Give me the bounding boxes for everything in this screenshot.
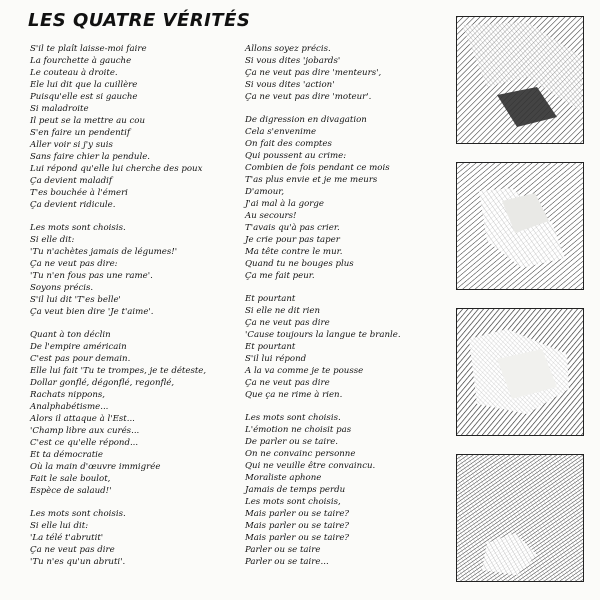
poem-line: Analphabétisme...: [30, 402, 109, 412]
poem-line: Fait le sale boulot,: [30, 474, 111, 484]
stanza: [245, 114, 450, 282]
poem-column-middle: [245, 43, 450, 579]
poem-line: J'ai mal à la gorge: [245, 199, 324, 209]
poem-line: Quand tu ne bouges plus: [245, 259, 354, 269]
poem-line: Ça devient ridicule.: [30, 200, 116, 210]
poem-line: Qui poussent au crime:: [245, 151, 347, 161]
poem-line: Les mots sont choisis,: [245, 497, 341, 507]
poem-line: Si vous dites 'jobards': [245, 56, 341, 66]
poem-line: Moraliste aphone: [245, 473, 322, 483]
poem-line: T'es bouchée à l'émeri: [30, 188, 128, 198]
poem-line: T'avais qu'à pas crier.: [245, 223, 340, 233]
poem-line: Et pourtant: [245, 294, 296, 304]
poem-line: Les mots sont choisis.: [30, 223, 126, 233]
poem-line: Espèce de salaud!': [30, 486, 112, 496]
poem-line: Lui répond qu'elle lui cherche des poux: [30, 164, 203, 174]
stanza: [30, 43, 235, 211]
illustration-panel-1: [456, 16, 584, 144]
illustration-panel-4: [456, 454, 584, 582]
poem-line: Si elle ne dit rien: [245, 306, 321, 316]
poem-line: 'Tu n'es qu'un abruti'.: [30, 557, 126, 567]
poem-line: S'il lui dit 'T'es belle': [30, 295, 121, 305]
poem-line: Qui ne veuille être convaincu.: [245, 461, 376, 471]
poem-line: Ça ne veut pas dire 'moteur'.: [245, 92, 372, 102]
poem-line: Ça ne veut pas dire: [30, 545, 115, 555]
poem-line: Ça me fait peur.: [245, 271, 315, 281]
poem-line: Ça ne veut pas dire: [245, 378, 330, 388]
poem-line: Si maladroite: [30, 104, 89, 114]
poem-line: D'amour,: [245, 187, 285, 197]
poem-line: A la va comme je te pousse: [245, 366, 364, 376]
poem-line: Il peut se la mettre au cou: [30, 116, 145, 126]
illustration-panel-2: [456, 162, 584, 290]
poem-line: 'La télé t'abrutit': [30, 533, 104, 543]
poem-line: Et ta démocratie: [30, 450, 104, 460]
poem-line: De l'empire américain: [30, 342, 127, 352]
poem-line: Quant à ton déclin: [30, 330, 111, 340]
poem-line: Ça ne veut pas dire: [245, 318, 330, 328]
poem-line: Parler ou se taire: [245, 545, 321, 555]
poem-line: Si elle dit:: [30, 235, 75, 245]
poem-line: Cela s'envenime: [245, 127, 317, 137]
poem-line: S'il lui répond: [245, 354, 307, 364]
poem-line: On fait des comptes: [245, 139, 332, 149]
stanza: [30, 508, 235, 568]
poem-line: 'Tu n'achètes jamais de légumes!': [30, 247, 178, 257]
poem-line: Aller voir si j'y suis: [30, 140, 113, 150]
poem-line: Si elle lui dit:: [30, 521, 89, 531]
poem-line: Combien de fois pendant ce mois: [245, 163, 390, 173]
poem-line: Puisqu'elle est si gauche: [30, 92, 138, 102]
poem-line: Que ça ne rime à rien.: [245, 390, 343, 400]
poem-line: Les mots sont choisis.: [30, 509, 126, 519]
poem-line: Parler ou se taire...: [245, 557, 329, 567]
poem-line: Alors il attaque à l'Est...: [30, 414, 135, 424]
poem-line: Ça ne veut pas dire:: [30, 259, 118, 269]
poem-line: Et pourtant: [245, 342, 296, 352]
poem-line: S'il te plaît laisse-moi faire: [30, 44, 147, 54]
poem-line: Les mots sont choisis.: [245, 413, 341, 423]
poem-line: Sans faire chier la pendule.: [30, 152, 151, 162]
poem-line: 'Champ libre aux curés...: [30, 426, 140, 436]
poem-line: Jamais de temps perdu: [245, 485, 346, 495]
poem-line: C'est ce qu'elle répond...: [30, 438, 139, 448]
poem-line: Dollar gonflé, dégonflé, regonflé,: [30, 378, 175, 388]
stanza: [245, 293, 450, 401]
poem-line: Ça ne veut pas dire 'menteurs',: [245, 68, 382, 78]
poem-line: S'en faire un pendentif: [30, 128, 131, 138]
poem-line: Mais parler ou se taire?: [245, 533, 350, 543]
poem-line: Au secours!: [245, 211, 297, 221]
poem-line: 'Tu n'en fous pas une rame'.: [30, 271, 153, 281]
poem-line: On ne convainc personne: [245, 449, 356, 459]
page-title: LES QUATRE VÉRITÉS: [28, 10, 251, 31]
stanza: [30, 222, 235, 318]
illustration-panel-3: [456, 308, 584, 436]
poem-line: Ça devient maladif: [30, 176, 113, 186]
poem-line: Allons soyez précis.: [245, 44, 331, 54]
poem-line: Mais parler ou se taire?: [245, 521, 350, 531]
poem-line: Ele lui dit que la cuillère: [30, 80, 138, 90]
poem-line: 'Cause toujours la langue te branle.: [245, 330, 401, 340]
stanza: [245, 43, 450, 103]
stanza: [30, 329, 235, 497]
poem-line: L'émotion ne choisit pas: [245, 425, 352, 435]
poem-line: T'as plus envie et je me meurs: [245, 175, 378, 185]
poem-line: La fourchette à gauche: [30, 56, 132, 66]
poem-line: Si vous dites 'action': [245, 80, 335, 90]
poem-line: Ma tête contre le mur.: [245, 247, 343, 257]
poem-line: Mais parler ou se taire?: [245, 509, 350, 519]
poem-line: Elle lui fait 'Tu te trompes, je te déteste,: [30, 366, 207, 376]
poem-line: De parler ou se taire.: [245, 437, 339, 447]
poem-column-left: [30, 43, 235, 579]
poem-line: Je crie pour pas taper: [245, 235, 340, 245]
poem-line: Où la main d'œuvre immigrée: [30, 462, 161, 472]
poem-line: Ça veut bien dire 'Je t'aime'.: [30, 307, 154, 317]
poem-line: De digression en divagation: [245, 115, 367, 125]
stanza: [245, 412, 450, 568]
poem-line: C'est pas pour demain.: [30, 354, 131, 364]
poem-line: Soyons précis.: [30, 283, 94, 293]
poem-line: Le couteau à droite.: [30, 68, 118, 78]
poem-line: Rachats nippons,: [30, 390, 105, 400]
